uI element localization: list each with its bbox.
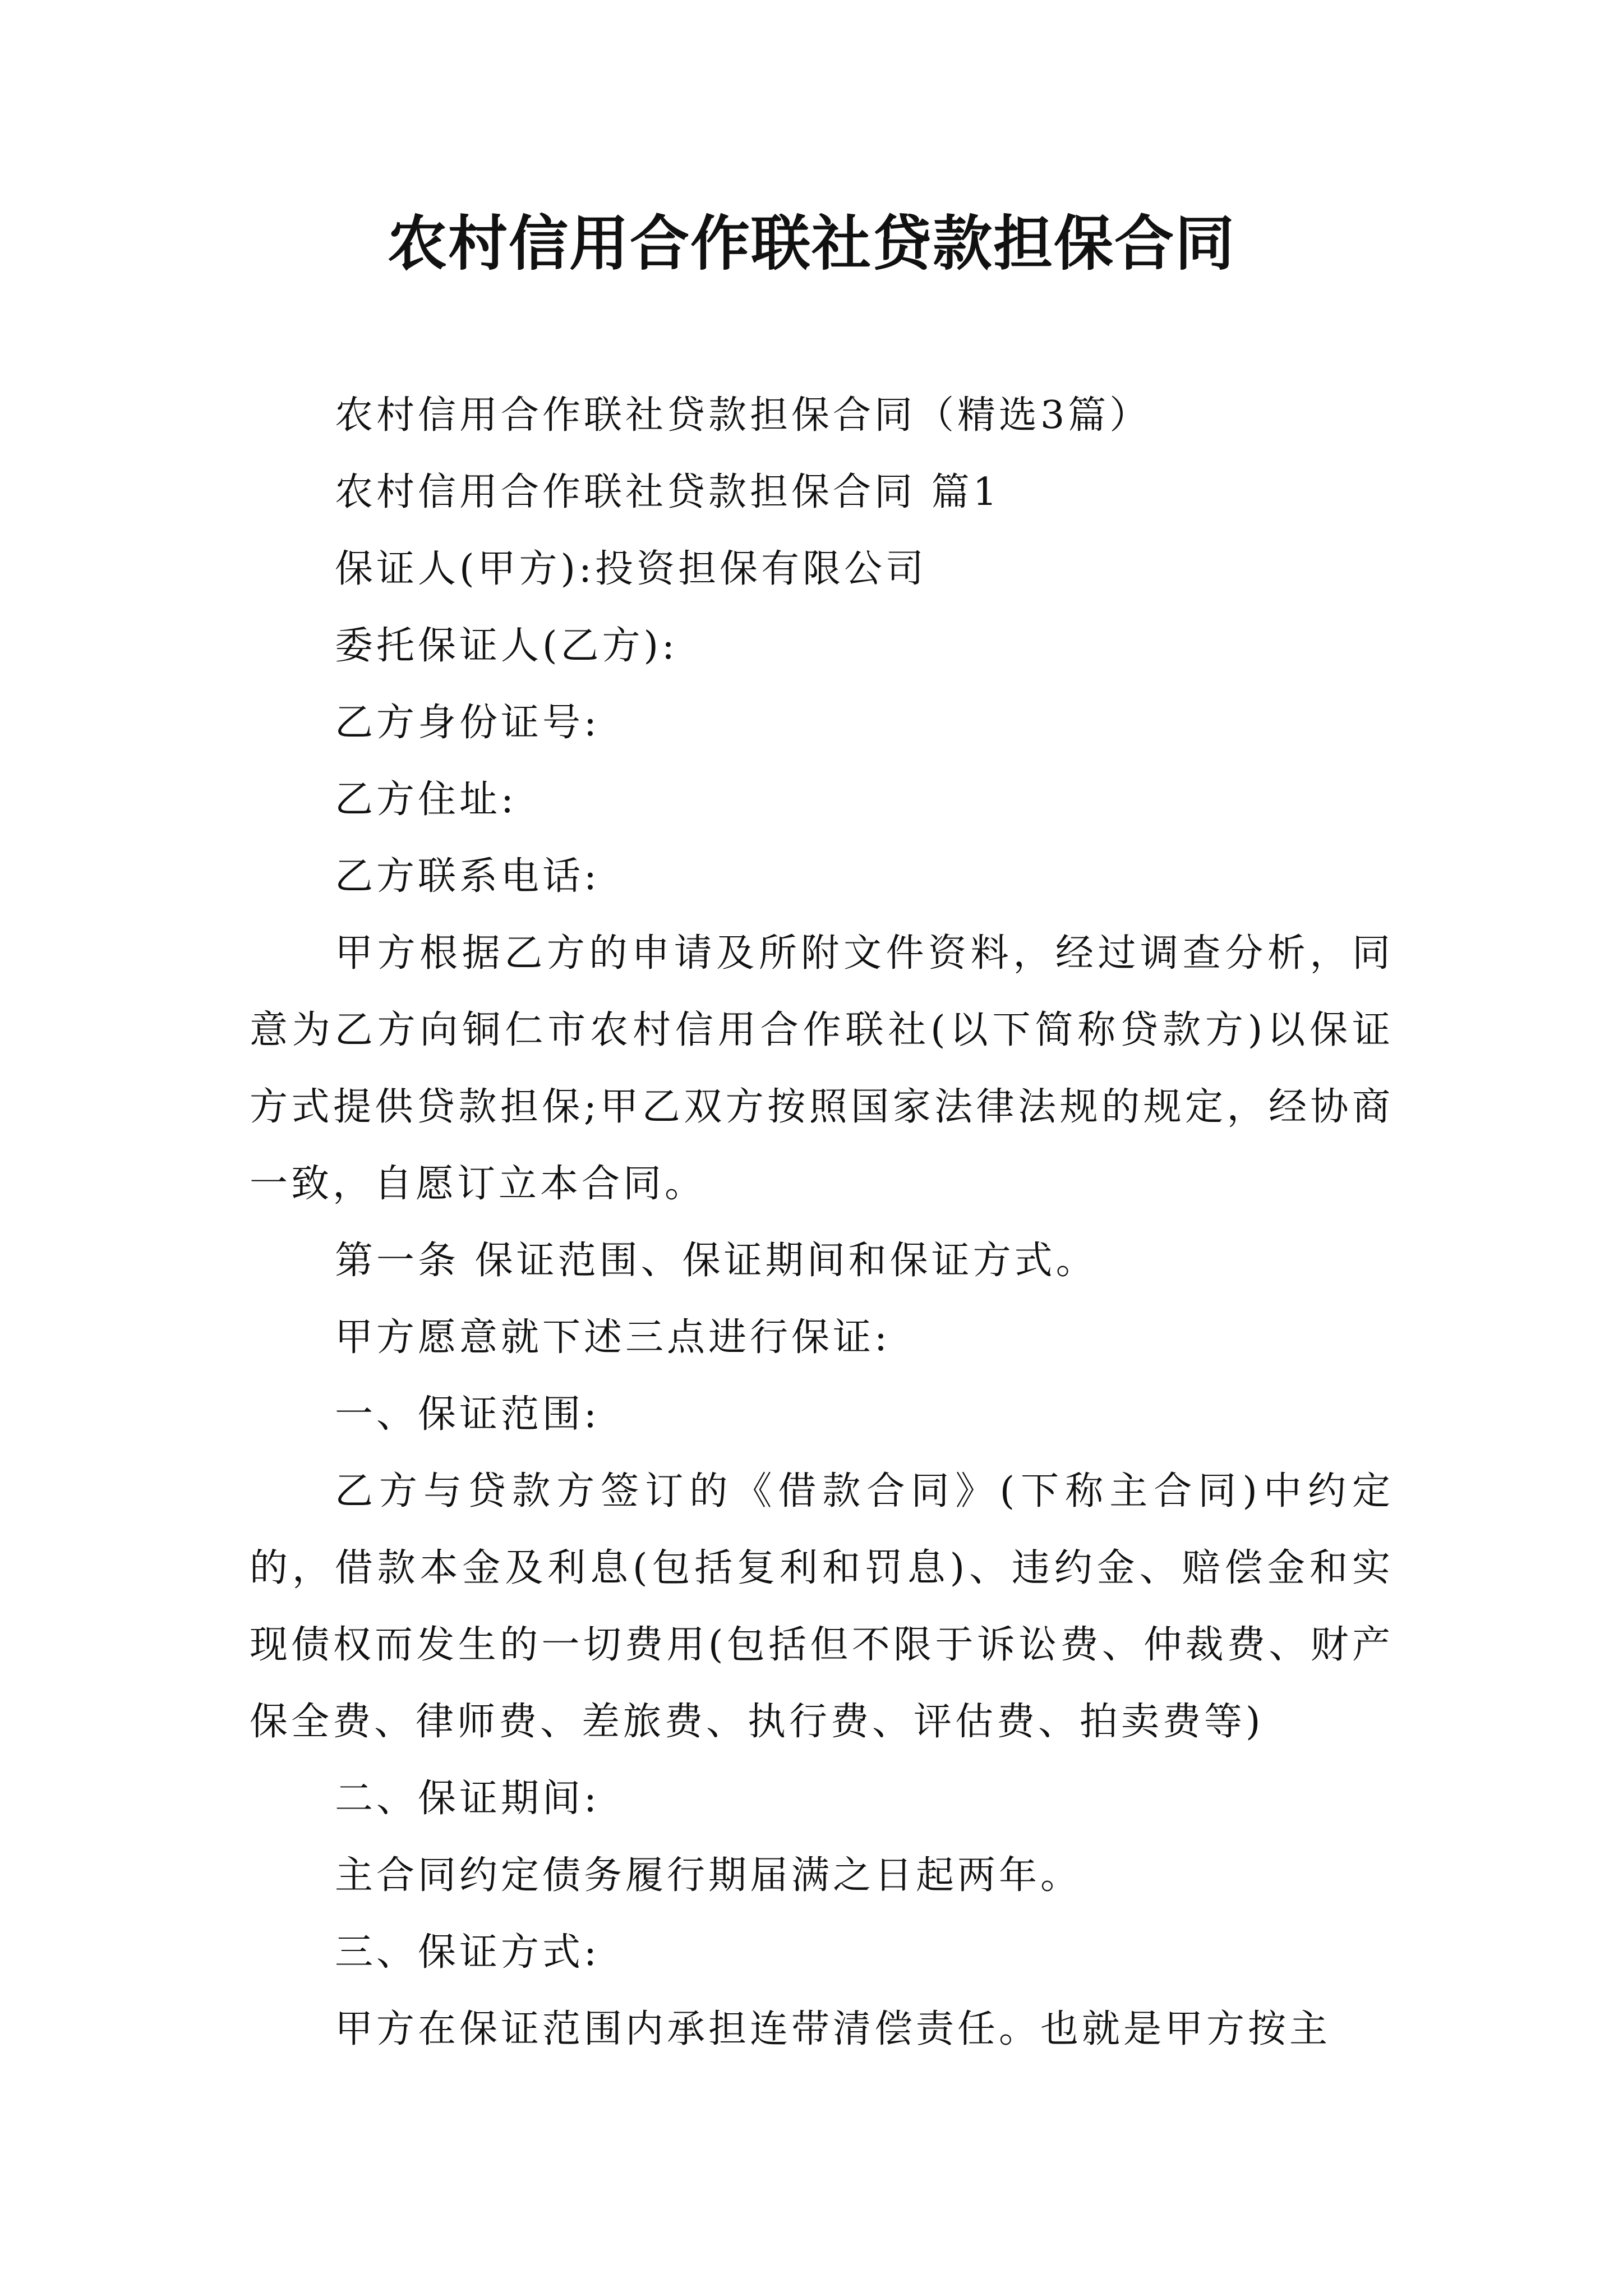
- article-one-heading: 第一条 保证范围、保证期间和保证方式。: [335, 1239, 1098, 1283]
- document-title: 农村信用合作联社贷款担保合同: [388, 209, 1235, 278]
- preamble-paragraph: 甲方根据乙方的申请及所附文件资料，经过调查分析，同意为乙方向铜仁市农村信用合作联社(以下简称贷款方)以保证方式提供贷款担保;甲乙双方按照国家法律法规的规定，经协商一致，自愿订立本合同。: [250, 931, 1394, 1206]
- phone-line: 乙方联系电话:: [335, 854, 600, 899]
- subtitle-paragraph: 农村信用合作联社贷款担保合同（精选3篇）: [335, 393, 1151, 438]
- guarantor-line: 保证人(甲方):投资担保有限公司: [335, 547, 927, 591]
- method-heading: 三、保证方式:: [335, 1930, 600, 1975]
- scope-heading: 一、保证范围:: [335, 1392, 600, 1437]
- document-body: [250, 377, 1394, 2068]
- scope-paragraph: 乙方与贷款方签订的《借款合同》(下称主合同)中约定的，借款本金及利息(包括复利和罚息)、违约金、赔偿金和实现债权而发生的一切费用(包括但不限于诉讼费、仲裁费、财产保全费、律师费、差旅费、执行费、评估费、拍卖费等): [250, 1469, 1394, 1744]
- guarantee-intro: 甲方愿意就下述三点进行保证:: [335, 1315, 891, 1360]
- method-paragraph: 甲方在保证范围内承担连带清偿责任。也就是甲方按主: [335, 2007, 1331, 2051]
- section-heading: 农村信用合作联社贷款担保合同 篇1: [335, 470, 1000, 514]
- period-heading: 二、保证期间:: [335, 1777, 600, 1821]
- id-number-line: 乙方身份证号:: [335, 701, 600, 745]
- period-paragraph: 主合同约定债务履行期届满之日起两年。: [335, 1853, 1082, 1898]
- entrusting-guarantor-line: 委托保证人(乙方):: [335, 624, 678, 668]
- address-line: 乙方住址:: [335, 777, 517, 822]
